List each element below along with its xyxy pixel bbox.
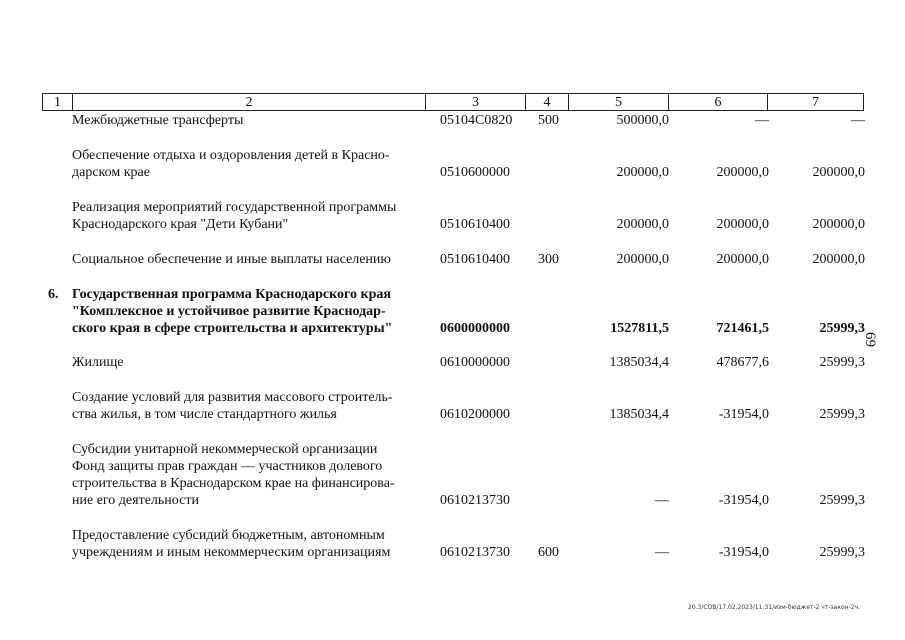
row-code: 0600000000 [440, 321, 510, 336]
row-value-6: 478677,6 [716, 355, 769, 370]
row-value-6: 200000,0 [716, 165, 769, 180]
col-header-2: 2 [73, 94, 426, 110]
row-value-5: — [655, 545, 669, 560]
row-value-5: 200000,0 [616, 165, 669, 180]
row-name: Субсидии унитарной некоммерческой организации [72, 442, 378, 457]
col-header-5: 5 [569, 94, 669, 110]
col-header-7: 7 [812, 95, 819, 110]
row-name: ского края в сфере строительства и архитектуры" [72, 321, 393, 336]
row-code: 0610213730 [440, 493, 510, 508]
row-name: Жилище [72, 355, 124, 370]
row-code: 0510610400 [440, 217, 510, 232]
row-vr: 500 [538, 113, 559, 128]
row-name: дарском крае [72, 165, 150, 180]
row-name: Фонд защиты прав граждан — участников долевого [72, 459, 383, 474]
table-header [42, 93, 864, 111]
row-value-7: 200000,0 [812, 165, 865, 180]
row-value-7: — [851, 113, 865, 128]
row-value-6: -31954,0 [718, 545, 769, 560]
row-value-5: 500000,0 [616, 113, 669, 128]
row-value-6: 721461,5 [716, 321, 769, 336]
row-code: 05104С0820 [440, 113, 513, 128]
row-name: Краснодарского края "Дети Кубани" [72, 217, 289, 232]
row-value-7: 25999,3 [819, 407, 865, 422]
col-header-6: 6 [669, 94, 768, 110]
row-code: 0610200000 [440, 407, 510, 422]
row-code: 0510610400 [440, 252, 510, 267]
col-header-4: 4 [526, 94, 569, 110]
row-value-5: — [655, 493, 669, 508]
row-value-7: 200000,0 [812, 252, 865, 267]
row-name: строительства в Краснодарском крае на финансирова- [72, 476, 395, 491]
row-name: Межбюджетные трансферты [72, 113, 244, 128]
row-value-7: 25999,3 [819, 321, 865, 336]
row-name: Государственная программа Краснодарского края [72, 287, 391, 302]
page-number: 69 [862, 332, 878, 347]
row-name: ства жилья, в том числе стандартного жилья [72, 407, 337, 422]
row-name: Обеспечение отдыха и оздоровления детей в Красно- [72, 148, 390, 163]
col-header-1: 1 [43, 94, 73, 110]
row-value-6: -31954,0 [718, 407, 769, 422]
row-value-6: -31954,0 [718, 493, 769, 508]
row-value-6: 200000,0 [716, 252, 769, 267]
row-value-7: 25999,3 [819, 355, 865, 370]
col-header-3: 3 [426, 94, 526, 110]
row-value-7: 25999,3 [819, 493, 865, 508]
row-name: ние его деятельности [72, 493, 199, 508]
row-name: учреждениям и иным некоммерческим организациям [72, 545, 391, 560]
row-vr: 600 [538, 545, 559, 560]
row-value-7: 200000,0 [812, 217, 865, 232]
row-value-6: — [755, 113, 769, 128]
row-vr: 300 [538, 252, 559, 267]
row-value-5: 200000,0 [616, 252, 669, 267]
row-value-5: 1527811,5 [610, 321, 669, 336]
row-code: 0610000000 [440, 355, 510, 370]
row-name: Социальное обеспечение и иные выплаты населению [72, 252, 391, 267]
row-name: Реализация мероприятий государственной программы [72, 200, 397, 215]
row-value-5: 1385034,4 [609, 407, 669, 422]
row-number: 6. [48, 287, 59, 302]
row-value-6: 200000,0 [716, 217, 769, 232]
row-name: Предоставление субсидий бюджетным, автономным [72, 528, 385, 543]
row-name: "Комплексное и устойчивое развитие Краснодар- [72, 304, 386, 319]
row-name: Создание условий для развития массового строитель- [72, 390, 393, 405]
document-footer: 20.3/СОВ/17.02.2023/11:31/изм-бюджет-2 чт-закон-2ч. [688, 604, 861, 611]
row-code: 0610213730 [440, 545, 510, 560]
row-value-5: 1385034,4 [609, 355, 669, 370]
row-code: 0510600000 [440, 165, 510, 180]
row-value-5: 200000,0 [616, 217, 669, 232]
row-value-7: 25999,3 [819, 545, 865, 560]
